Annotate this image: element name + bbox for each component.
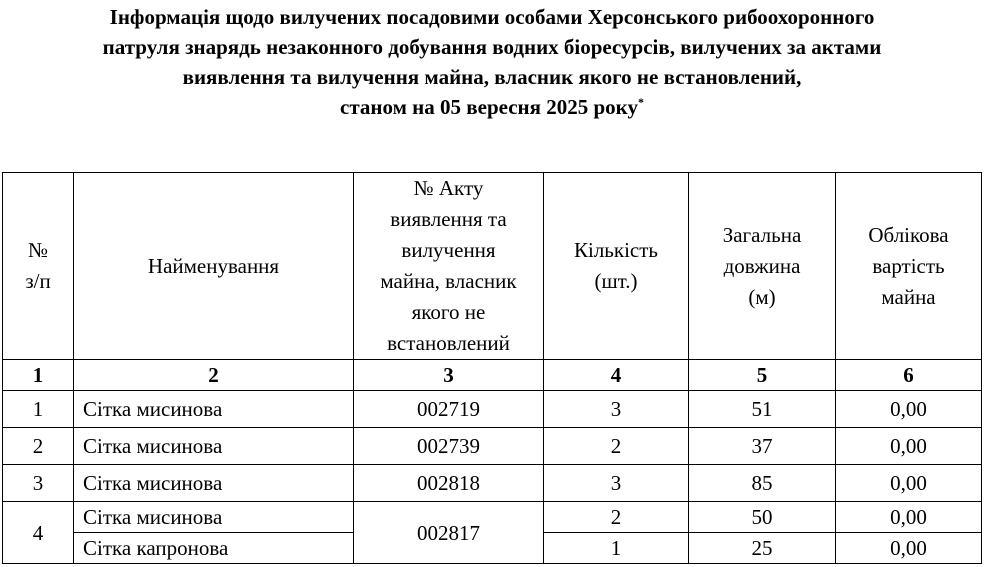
header-value: [836, 173, 982, 360]
cell-name: Сітка мисинова: [74, 391, 354, 428]
cell-name: Сітка мисинова: [74, 502, 354, 533]
header-act-line: вилучення: [401, 238, 496, 262]
cell-act: 002817: [354, 502, 544, 564]
cell-value: 0,00: [836, 428, 982, 465]
cell-qty: 2: [544, 502, 689, 533]
cell-num: 4: [3, 502, 74, 564]
cell-name: Сітка мисинова: [74, 428, 354, 465]
header-name: [74, 173, 354, 360]
title-line-1: Інформація щодо вилучених посадовими особами Херсонського рибоохоронного: [109, 5, 875, 29]
cell-qty: 1: [544, 533, 689, 564]
title-line-4: [0, 92, 984, 122]
document-title: [0, 2, 984, 122]
header-value-line: Облікова: [868, 222, 949, 247]
title-line-2: патруля знарядь незаконного добування водних біоресурсів, вилучених за актами: [102, 35, 882, 59]
cell-qty: 2: [544, 428, 689, 465]
table-row: [3, 391, 982, 428]
cell-name: Сітка капронова: [74, 533, 354, 564]
cell-length: 51: [689, 391, 836, 428]
cell-length: 25: [689, 533, 836, 564]
header-num-line: з/п: [25, 269, 51, 293]
header-num-line: №: [27, 238, 49, 262]
header-length-line: (м): [748, 284, 776, 309]
header-length-line: Загальна: [722, 222, 802, 247]
header-qty: [544, 173, 689, 360]
header-value-line: вартість: [872, 253, 945, 278]
column-number: 2: [74, 360, 354, 391]
cell-name: Сітка мисинова: [74, 465, 354, 502]
header-act-line: № Акту: [413, 176, 484, 200]
header-act-line: встановлений: [387, 331, 510, 355]
cell-num: 3: [3, 465, 74, 502]
table-row: [3, 502, 982, 533]
header-act-line: якого не: [411, 300, 486, 324]
column-number: 5: [689, 360, 836, 391]
header-row: [3, 173, 982, 360]
cell-qty: 3: [544, 465, 689, 502]
column-number: 1: [3, 360, 74, 391]
seized-items-table: [2, 172, 982, 564]
cell-value: 0,00: [836, 502, 982, 533]
header-qty-line: Кількість: [573, 238, 658, 262]
column-number: 6: [836, 360, 982, 391]
header-name-line: Найменування: [147, 253, 280, 278]
column-number: 4: [544, 360, 689, 391]
cell-length: 50: [689, 502, 836, 533]
cell-act: 002818: [354, 465, 544, 502]
title-line-3: виявлення та вилучення майна, власник якого не встановлений,: [182, 65, 802, 89]
cell-num: 1: [3, 391, 74, 428]
header-qty-line: (шт.): [594, 269, 638, 293]
cell-value: 0,00: [836, 533, 982, 564]
column-number: 3: [354, 360, 544, 391]
header-num: [3, 173, 74, 360]
cell-length: 37: [689, 428, 836, 465]
cell-num: 2: [3, 428, 74, 465]
header-act-line: виявлення та: [390, 207, 507, 231]
cell-act: 002739: [354, 428, 544, 465]
cell-value: 0,00: [836, 391, 982, 428]
table-row: [3, 465, 982, 502]
header-length-line: довжина: [723, 253, 801, 278]
cell-length: 85: [689, 465, 836, 502]
footnote-mark: *: [637, 95, 644, 109]
header-act-line: майна, власник: [380, 269, 517, 293]
column-number-row: [3, 360, 982, 391]
cell-qty: 3: [544, 391, 689, 428]
header-length: [689, 173, 836, 360]
table-row: [3, 428, 982, 465]
header-act: [354, 173, 544, 360]
title-date-text: станом на 05 вересня 2025 року: [340, 95, 638, 119]
cell-act: 002719: [354, 391, 544, 428]
header-value-line: майна: [881, 284, 936, 309]
cell-value: 0,00: [836, 465, 982, 502]
